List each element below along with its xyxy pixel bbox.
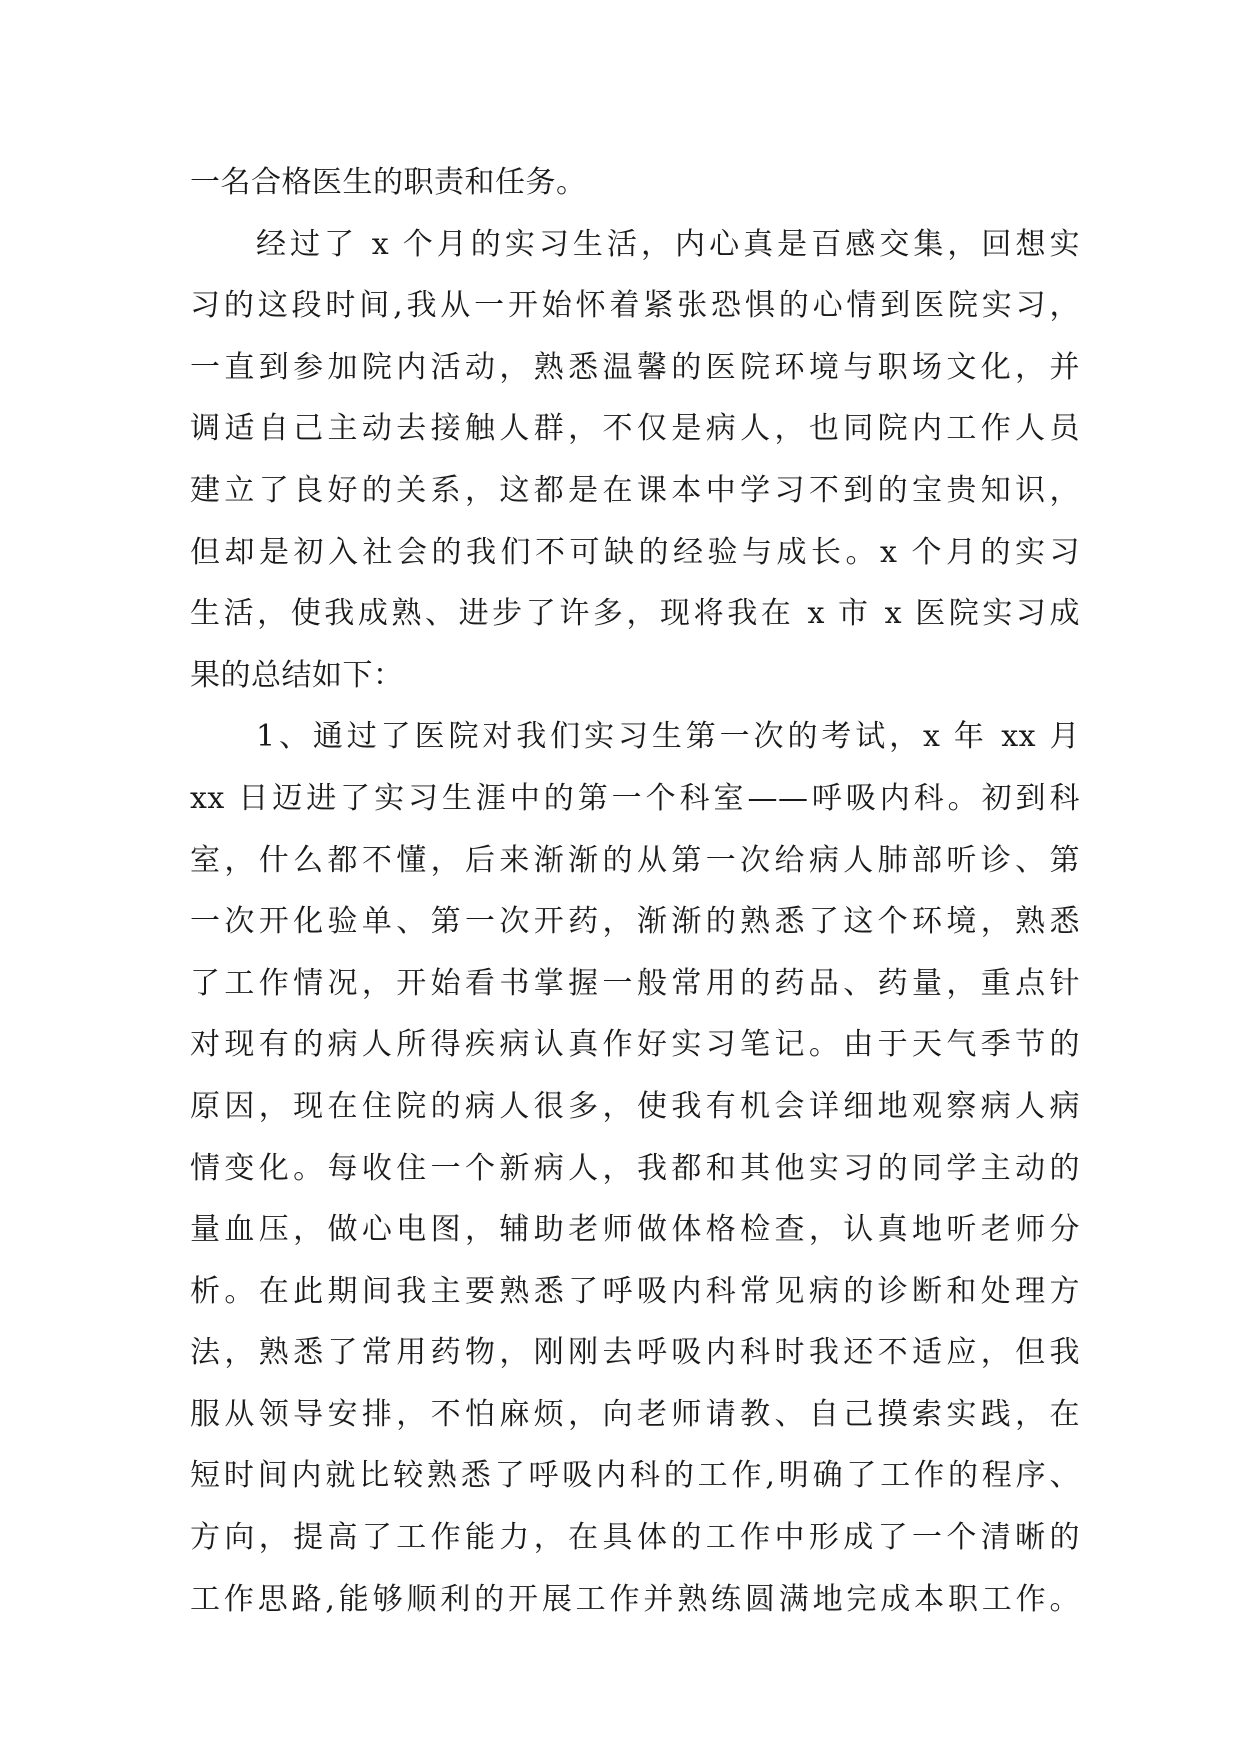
text-line: 室，什么都不懂，后来渐渐的从第一次给病人肺部听诊、第 [190,842,1080,878]
text-line: 服从领导安排，不怕麻烦，向老师请教、自己摸索实践，在 [190,1396,1080,1432]
text-line: 工作思路,能够顺利的开展工作并熟练圆满地完成本职工作。 [190,1581,1080,1617]
text-line: 1、通过了医院对我们实习生第一次的考试，x 年 xx 月 [256,719,1080,755]
text-line: 方向，提高了工作能力，在具体的工作中形成了一个清晰的 [190,1520,1080,1556]
text-line: 原因，现在住院的病人很多，使我有机会详细地观察病人病 [190,1088,1080,1124]
text-line: 习的这段时间,我从一开始怀着紧张恐惧的心情到医院实习， [190,288,1080,324]
text-line: 了工作情况，开始看书掌握一般常用的药品、药量，重点针 [190,965,1080,1001]
text-line: 一次开化验单、第一次开药，渐渐的熟悉了这个环境，熟悉 [190,904,1080,940]
text-line: 调适自己主动去接触人群，不仅是病人，也同院内工作人员 [190,411,1080,447]
text-line: 经过了 x 个月的实习生活，内心真是百感交集，回想实 [256,226,1080,262]
text-line: 生活，使我成熟、进步了许多，现将我在 x 市 x 医院实习成 [190,596,1080,632]
text-line: 但却是初入社会的我们不可缺的经验与成长。x 个月的实习 [190,534,1080,570]
text-line: 量血压，做心电图，辅助老师做体格检查，认真地听老师分 [190,1212,1080,1248]
text-line: 短时间内就比较熟悉了呼吸内科的工作,明确了工作的程序、 [190,1458,1080,1494]
text-line: 果的总结如下： [190,657,404,693]
text-line: 一直到参加院内活动，熟悉温馨的医院环境与职场文化，并 [190,349,1080,385]
text-line: 建立了良好的关系，这都是在课本中学习不到的宝贵知识， [190,472,1080,508]
text-line: 一名合格医生的职责和任务。 [190,165,587,200]
text-line: 析。在此期间我主要熟悉了呼吸内科常见病的诊断和处理方 [190,1273,1080,1309]
text-line: 情变化。每收住一个新病人，我都和其他实习的同学主动的 [190,1150,1080,1186]
text-line: 法，熟悉了常用药物，刚刚去呼吸内科时我还不适应，但我 [190,1335,1080,1371]
text-line: xx 日迈进了实习生涯中的第一个科室——呼吸内科。初到科 [190,780,1080,816]
text-line: 对现有的病人所得疾病认真作好实习笔记。由于天气季节的 [190,1027,1080,1063]
body-text [190,152,1080,1630]
